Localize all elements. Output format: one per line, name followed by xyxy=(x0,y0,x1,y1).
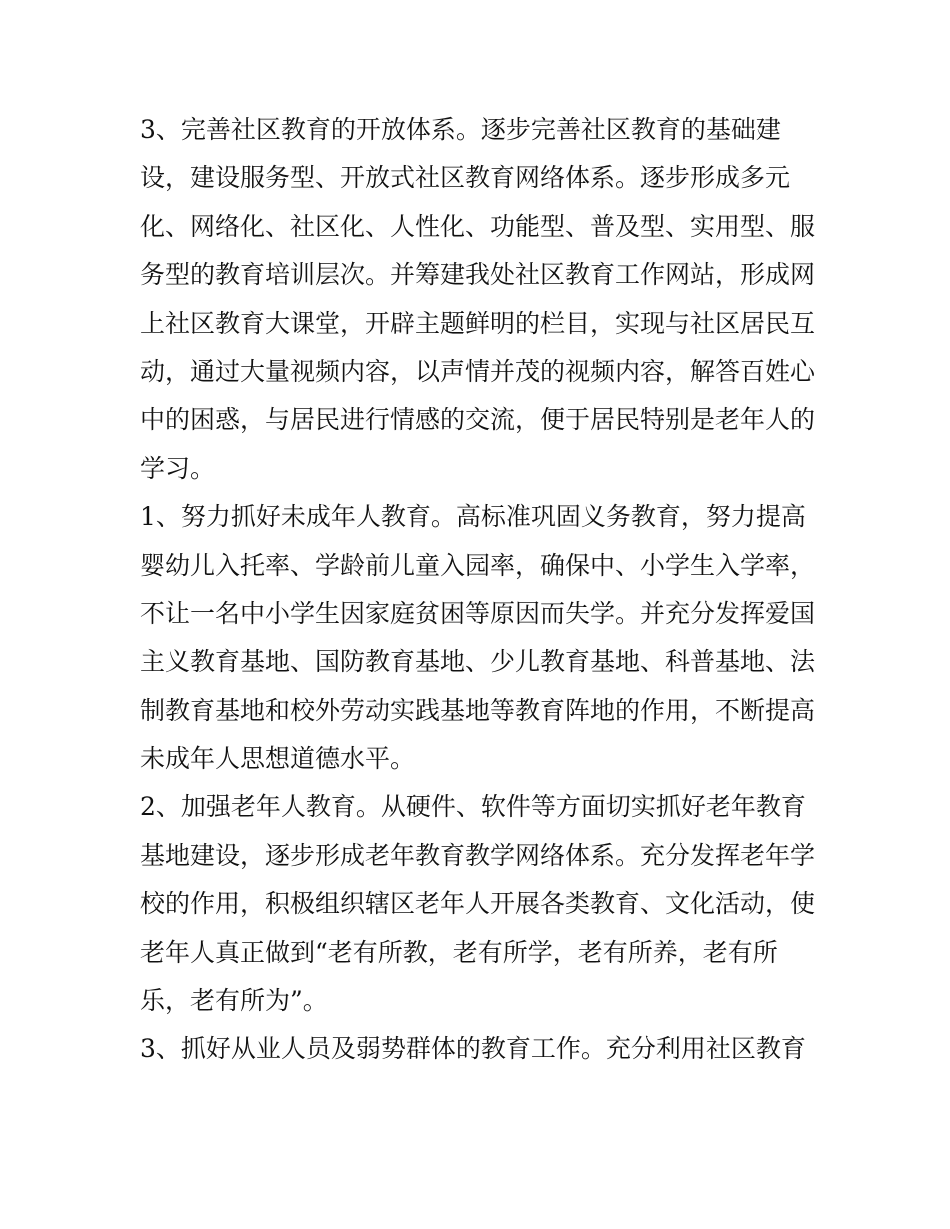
text-line: 制教育基地和校外劳动实践基地等教育阵地的作用，不断提高 xyxy=(140,695,816,725)
document-body xyxy=(140,106,820,1074)
text-line: 上社区教育大课堂，开辟主题鲜明的栏目，实现与社区居民互 xyxy=(140,308,816,338)
text-line: 不让一名中小学生因家庭贫困等原因而失学。并充分发挥爱国 xyxy=(140,598,816,628)
text-line: 校的作用，积极组织辖区老年人开展各类教育、文化活动，使 xyxy=(140,889,816,919)
text-line: 乐，老有所为”。 xyxy=(140,986,328,1016)
text-line: 2、加强老年人教育。从硬件、软件等方面切实抓好老年教育 xyxy=(140,792,806,822)
text-line: 设，建设服务型、开放式社区教育网络体系。逐步形成多元 xyxy=(140,163,791,193)
text-line: 3、抓好从业人员及弱势群体的教育工作。充分利用社区教育 xyxy=(140,1034,806,1064)
text-line: 未成年人思想道德水平。 xyxy=(140,744,416,774)
text-line: 基地建设，逐步形成老年教育教学网络体系。充分发挥老年学 xyxy=(140,840,816,870)
text-line: 务型的教育培训层次。并筹建我处社区教育工作网站，形成网 xyxy=(140,260,816,290)
text-line: 主义教育基地、国防教育基地、少儿教育基地、科普基地、法 xyxy=(140,647,816,677)
text-line: 婴幼儿入托率、学龄前儿童入园率，确保中、小学生入学率， xyxy=(140,550,816,580)
text-line: 中的困惑，与居民进行情感的交流，便于居民特别是老年人的 xyxy=(140,405,816,435)
text-line: 老年人真正做到“老有所教，老有所学，老有所养，老有所 xyxy=(140,937,778,967)
text-line: 化、网络化、社区化、人性化、功能型、普及型、实用型、服 xyxy=(140,211,816,241)
text-line: 动，通过大量视频内容，以声情并茂的视频内容，解答百姓心 xyxy=(140,356,816,386)
text-line: 学习。 xyxy=(140,453,216,483)
text-line: 3、完善社区教育的开放体系。逐步完善社区教育的基础建 xyxy=(140,115,781,144)
text-line: 1、努力抓好未成年人教育。高标准巩固义务教育，努力提高 xyxy=(140,502,806,532)
